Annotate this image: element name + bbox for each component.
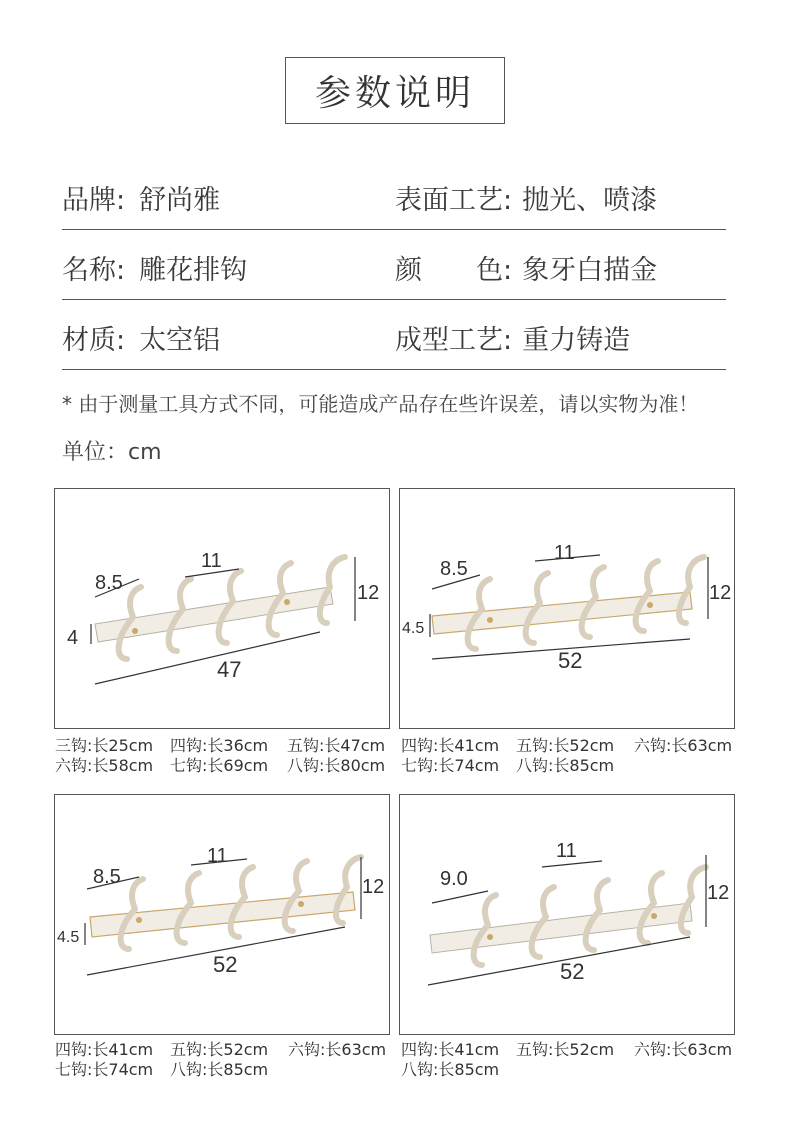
dim-hook-spacing: 11 [556, 840, 577, 862]
spec-label-a: 颜 [395, 255, 422, 286]
size-option: 三钩:长25cm [55, 736, 154, 755]
spec-value: 抛光、喷漆 [522, 185, 658, 216]
panel-4-caption [401, 1040, 732, 1080]
unit-label: 单位：cm [62, 440, 162, 465]
hook-rack-drawing [55, 795, 391, 1036]
spec-label: 成型工艺: [395, 325, 513, 356]
dim-hook-spacing: 11 [207, 845, 228, 867]
size-option: 四钩:长41cm [401, 736, 500, 755]
panel-1-caption [55, 736, 385, 776]
size-option: 七钩:长74cm [55, 1060, 154, 1079]
hook-rack-drawing [55, 489, 391, 730]
spec-value: 舒尚雅 [139, 185, 221, 216]
dim-length: 47 [217, 657, 242, 682]
spec-label-b: 色: [476, 255, 513, 286]
size-option: 七钩:长69cm [170, 756, 269, 775]
dim-base: 4.5 [402, 620, 425, 637]
size-option: 六钩:长63cm [288, 1040, 387, 1059]
product-panel-1 [54, 488, 390, 729]
size-option: 五钩:长52cm [516, 1040, 615, 1059]
product-panel-3 [54, 794, 390, 1035]
size-option: 五钩:长47cm [287, 736, 386, 755]
size-option: 七钩:长74cm [401, 756, 500, 775]
spec-label: 品牌: [62, 185, 126, 216]
spec-name [62, 248, 247, 287]
dim-hook-gap: 8.5 [93, 866, 121, 888]
spec-value: 象牙白描金 [522, 255, 658, 286]
size-option: 四钩:长36cm [170, 736, 269, 755]
size-option: 六钩:长58cm [55, 756, 154, 775]
size-option: 五钩:长52cm [170, 1040, 269, 1059]
spec-row-brand [62, 160, 726, 230]
dim-hook-gap: 9.0 [440, 868, 468, 890]
spec-label: 材质: [62, 325, 126, 356]
spec-value: 重力铸造 [522, 325, 631, 356]
measurement-note: * 由于测量工具方式不同，可能造成产品存在些许误差，请以实物为准！ [62, 392, 699, 416]
size-option: 五钩:长52cm [516, 736, 615, 755]
dim-hook-spacing: 11 [201, 550, 222, 572]
spec-row-name [62, 230, 726, 300]
size-option: 八钩:长85cm [401, 1060, 500, 1079]
spec-row-material [62, 300, 726, 370]
dim-height: 12 [362, 876, 385, 898]
size-option: 八钩:长85cm [170, 1060, 269, 1079]
panel-3-caption [55, 1040, 386, 1080]
spec-forming-process [395, 318, 630, 357]
dim-height: 12 [357, 582, 380, 604]
spec-material [62, 318, 220, 357]
spec-surface-process [395, 178, 657, 217]
dim-hook-spacing: 11 [554, 542, 575, 564]
size-option: 四钩:长41cm [401, 1040, 500, 1059]
dim-length: 52 [558, 648, 583, 673]
rack-bar [430, 903, 692, 953]
dim-length: 52 [560, 959, 585, 984]
dim-base: 4 [67, 627, 79, 649]
size-option: 六钩:长63cm [634, 1040, 733, 1059]
dim-hook-gap: 8.5 [440, 558, 468, 580]
spec-label: 名称: [62, 255, 126, 286]
dim-length: 52 [213, 952, 238, 977]
dim-height: 12 [709, 582, 732, 604]
dim-hook-gap: 8.5 [95, 572, 123, 594]
size-option: 四钩:长41cm [55, 1040, 154, 1059]
page-title: 参数说明 [285, 57, 505, 124]
dim-height: 12 [707, 882, 730, 904]
hook-rack-drawing [400, 795, 736, 1036]
hook-rack-drawing [400, 489, 736, 730]
size-option: 八钩:长85cm [516, 756, 615, 775]
product-panel-2 [399, 488, 735, 729]
spec-label: 表面工艺: [395, 185, 513, 216]
size-option: 八钩:长80cm [287, 756, 386, 775]
size-option: 六钩:长63cm [634, 736, 733, 755]
panel-2-caption [401, 736, 732, 776]
spec-value: 雕花排钩 [139, 255, 248, 286]
spec-color [395, 248, 657, 287]
spec-value: 太空铝 [139, 325, 221, 356]
spec-brand [62, 178, 220, 217]
product-panel-4 [399, 794, 735, 1035]
dim-base: 4.5 [57, 929, 80, 946]
